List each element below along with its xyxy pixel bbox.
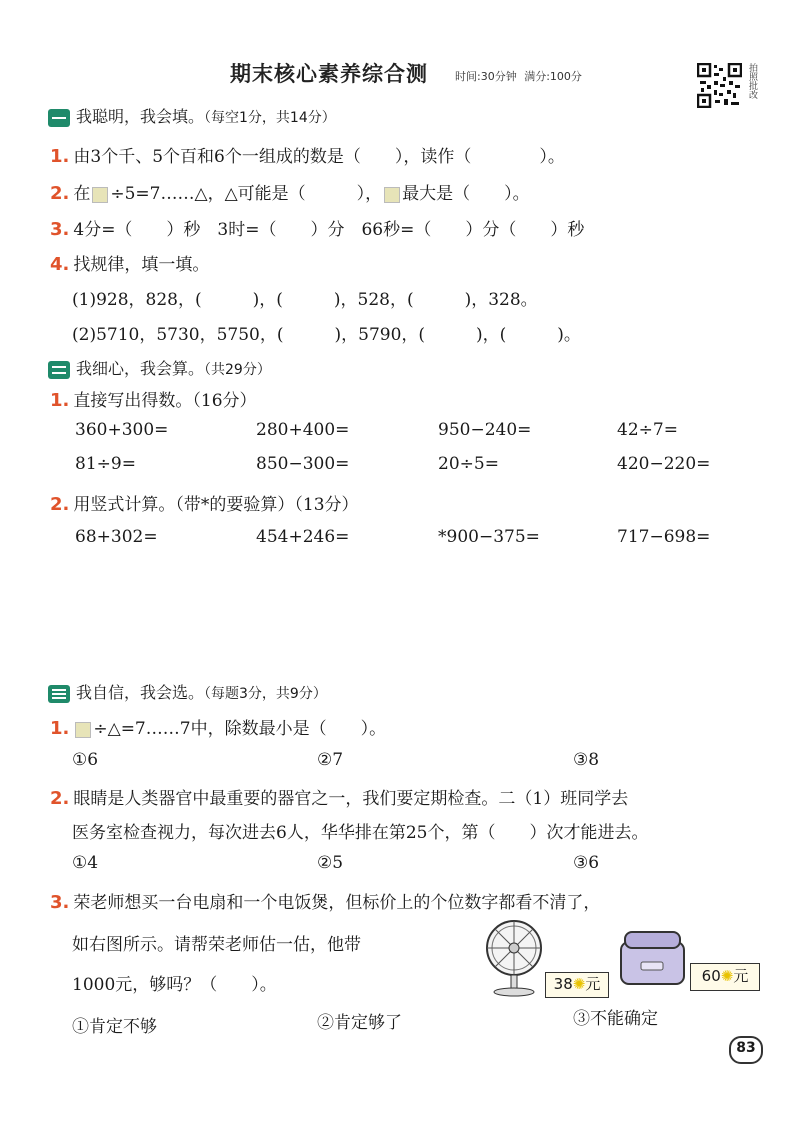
s1-question-1: 1. 由3个千、5个百和6个一组成的数是（ ），读作（ ）。 — [50, 146, 565, 167]
fan-price-unit: 元 — [585, 975, 601, 993]
s2-item: 950−240= — [438, 420, 532, 440]
s2-item: 20÷5= — [438, 454, 499, 474]
page-number: 83 — [729, 1036, 763, 1064]
s2-question-1: 1. 直接写出得数。（16分） — [50, 390, 257, 411]
s2-item: 850−300= — [256, 454, 350, 474]
s3-question-3-line-2: 如右图所示。请帮荣老师估一估，他带 — [72, 935, 361, 955]
s2-item: *900−375= — [438, 527, 540, 547]
time-limit: 时间:30分钟 — [455, 70, 517, 83]
full-score: 满分:100分 — [524, 70, 582, 83]
s2-item: 42÷7= — [617, 420, 678, 440]
section-3-heading — [48, 680, 327, 703]
s3-q1-option: ③8 — [573, 750, 600, 770]
section-2-heading — [48, 356, 271, 379]
s1-question-4: 4. 找规律，填一填。 — [50, 254, 210, 275]
smudge-icon: ✺ — [720, 967, 734, 985]
blank-square-icon — [75, 722, 91, 738]
s3-question-3: 3. 荣老师想买一台电扇和一个电饭煲，但标价上的个位数字都看不清了， — [50, 892, 601, 913]
s3-q3-option: ③不能确定 — [573, 1009, 658, 1029]
s2-item: 280+400= — [256, 420, 350, 440]
s3-q3-option: ①肯定不够 — [72, 1017, 157, 1037]
cooker-price-digits: 60 — [701, 967, 721, 985]
cooker-price-unit: 元 — [733, 967, 749, 985]
page-title: 期末核心素养综合测 — [230, 62, 428, 86]
exam-meta — [455, 68, 582, 84]
fan-price-tag — [545, 972, 609, 998]
electric-fan-icon — [483, 918, 545, 998]
s3-q2-option: ①4 — [72, 853, 99, 873]
s3-q2-option: ③6 — [573, 853, 600, 873]
s2-item: 717−698= — [617, 527, 711, 547]
s1-question-4-part-1: (1)928，828，( )，( )，528，( )，328。 — [72, 290, 538, 310]
section-3-note: （每题3分，共9分） — [204, 686, 327, 702]
cooker-price-tag — [690, 963, 760, 991]
s3-question-2-line-2: 医务室检查视力，每次进去6人，华华排在第25个，第（ ）次才能进去。 — [72, 823, 649, 843]
s2-item: 360+300= — [75, 420, 169, 440]
section-1-note: （每空1分，共14分） — [204, 110, 336, 126]
blank-square-icon — [92, 187, 108, 203]
s2-item: 68+302= — [75, 527, 158, 547]
s2-question-2: 2. 用竖式计算。（带*的要验算）（13分） — [50, 494, 359, 515]
section-2-title: 我细心，我会算。 — [76, 359, 205, 378]
s2-item: 420−220= — [617, 454, 711, 474]
section-3-badge-icon — [48, 685, 70, 703]
s3-question-2: 2. 眼睛是人类器官中最重要的器官之一，我们要定期检查。二（1）班同学去 — [50, 788, 629, 809]
section-1-title: 我聪明，我会填。 — [76, 107, 205, 126]
s1-question-3: 3. 4分=（ ）秒 3时=（ ）分 66秒=（ ）分（ ）秒 — [50, 219, 585, 240]
s2-item: 454+246= — [256, 527, 350, 547]
section-3-title: 我自信，我会选。 — [76, 683, 205, 702]
s2-item: 81÷9= — [75, 454, 136, 474]
qr-code-icon[interactable] — [697, 63, 742, 108]
section-2-badge-icon — [48, 361, 70, 379]
s3-q2-option: ②5 — [317, 853, 344, 873]
fan-price-digits: 38 — [553, 975, 573, 993]
smudge-icon: ✺ — [572, 975, 586, 993]
qr-label: 拍照批改 — [747, 63, 757, 99]
blank-square-icon — [384, 187, 400, 203]
s3-q3-option: ②肯定够了 — [317, 1013, 402, 1033]
s3-question-1: 1. ÷△=7……7中，除数最小是（ ）。 — [50, 718, 387, 739]
s3-q1-option: ①6 — [72, 750, 99, 770]
section-2-note: （共29分） — [204, 362, 271, 378]
rice-cooker-icon — [615, 928, 690, 988]
s1-question-2: 2. 在 ÷5=7……△，△可能是（ ）， 最大是（ ）。 — [50, 183, 530, 204]
s1-question-4-part-2: (2)5710，5730，5750，( )，5790，( )，( )。 — [72, 325, 581, 345]
s3-q1-option: ②7 — [317, 750, 344, 770]
s3-question-3-line-3: 1000元，够吗？（ ）。 — [72, 975, 277, 995]
section-1-heading — [48, 104, 336, 127]
section-1-badge-icon — [48, 109, 70, 127]
